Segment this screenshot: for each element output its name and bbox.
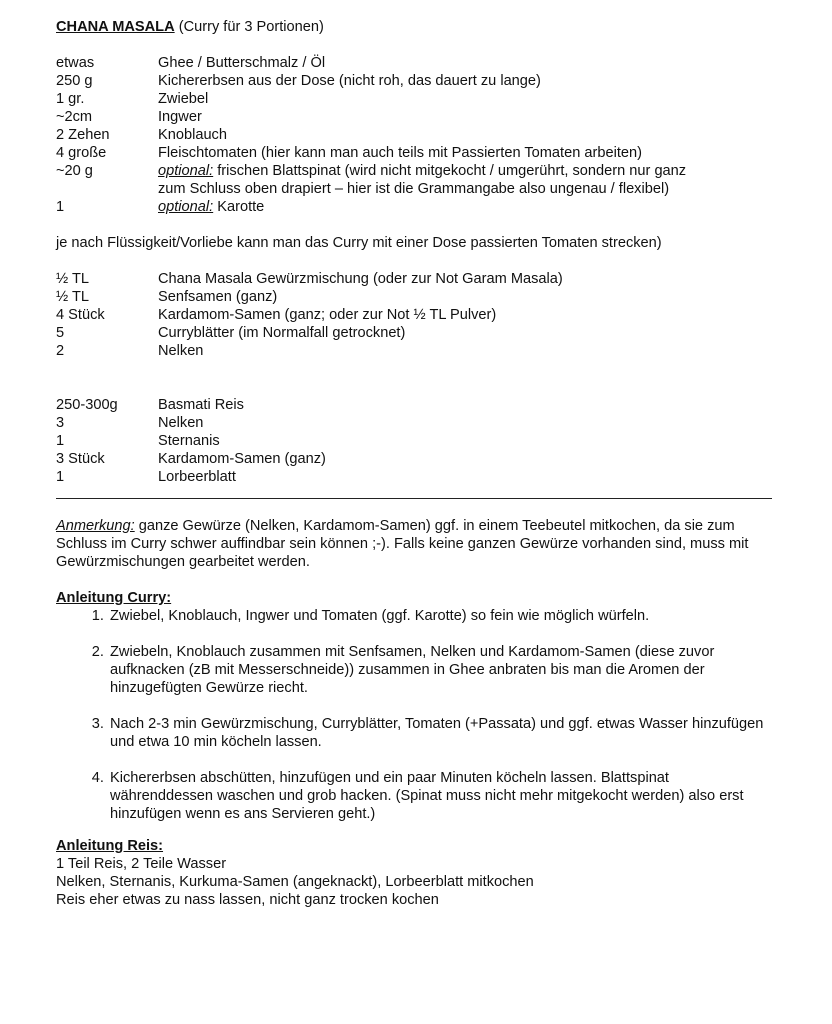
ingredient-qty: ½ TL <box>56 271 89 287</box>
ingredient-row <box>56 72 772 90</box>
ingredients-rice <box>56 396 772 486</box>
ingredient-text: Basmati Reis <box>158 397 244 413</box>
ingredient-text: Nelken <box>158 343 204 359</box>
document <box>56 18 772 909</box>
ingredient-row <box>56 144 772 162</box>
optional-label: optional: <box>158 163 214 179</box>
remark-label: Anmerkung: <box>56 518 135 534</box>
recipe-title: CHANA MASALA <box>56 19 175 35</box>
recipe-subtitle: (Curry für 3 Portionen) <box>178 19 324 35</box>
ingredient-row <box>56 90 772 108</box>
ingredient-text: Fleischtomaten (hier kann man auch teils mit Passierten Tomaten arbeiten) <box>158 145 642 161</box>
optional-label: optional: <box>158 199 214 215</box>
title-line <box>56 18 772 36</box>
ingredient-qty: 4 Stück <box>56 307 105 323</box>
ingredients-spices <box>56 270 772 360</box>
ingredient-qty: 1 gr. <box>56 91 85 107</box>
ingredients-main <box>56 54 772 216</box>
ingredient-text: Ingwer <box>158 109 202 125</box>
ingredient-text: Zwiebel <box>158 91 209 107</box>
ingredient-text: Ghee / Butterschmalz / Öl <box>158 55 326 71</box>
ingredient-row <box>56 396 772 414</box>
list-item: 1. Zwiebel, Knoblauch, Ingwer und Tomaten (ggf. Karotte) so fein wie möglich würfeln. <box>108 607 772 625</box>
ingredient-text: Senfsamen (ganz) <box>158 289 278 305</box>
ingredient-qty: 4 große <box>56 145 107 161</box>
ingredient-qty: 250-300g <box>56 397 118 413</box>
list-item: 4. Kichererbsen abschütten, hinzufügen und ein paar Minuten köcheln lassen. Blattspinat währenddessen waschen und grob hacken. (Spinat muss nicht mehr mitgekocht werden) also erst hinzufügen wenn es ans Servieren geht.) <box>108 769 772 823</box>
ingredient-row <box>56 468 772 486</box>
ingredient-row <box>56 198 772 216</box>
passata-note: je nach Flüssigkeit/Vorliebe kann man das Curry mit einer Dose passierten Tomaten strecken) <box>56 235 662 251</box>
ingredient-qty: ½ TL <box>56 289 89 305</box>
rice-heading: Anleitung Reis: <box>56 838 164 854</box>
ingredient-detail: Karotte <box>213 199 265 215</box>
ingredient-text: Lorbeerblatt <box>158 469 236 485</box>
ingredient-text <box>158 162 698 198</box>
ingredient-qty: 5 <box>56 325 65 341</box>
ingredient-row <box>56 288 772 306</box>
ingredient-row <box>56 108 772 126</box>
ingredient-text: Curryblätter (im Normalfall getrocknet) <box>158 325 406 341</box>
ingredient-qty: ~2cm <box>56 109 93 125</box>
ingredient-qty: 1 <box>56 199 65 215</box>
section-divider <box>56 498 772 499</box>
rice-line: 1 Teil Reis, 2 Teile Wasser <box>56 856 227 872</box>
ingredient-row <box>56 414 772 432</box>
ingredient-row <box>56 432 772 450</box>
rice-line: Nelken, Sternanis, Kurkuma-Samen (angeknackt), Lorbeerblatt mitkochen <box>56 874 534 890</box>
ingredient-qty: 2 Zehen <box>56 127 110 143</box>
rice-line: Reis eher etwas zu nass lassen, nicht ganz trocken kochen <box>56 892 439 908</box>
ingredient-text: Nelken <box>158 415 204 431</box>
ingredient-row <box>56 306 772 324</box>
ingredient-text: Chana Masala Gewürzmischung (oder zur Not Garam Masala) <box>158 271 563 287</box>
ingredient-qty: etwas <box>56 55 95 71</box>
ingredient-row <box>56 342 772 360</box>
ingredient-row <box>56 450 772 468</box>
remark <box>56 517 772 571</box>
ingredient-qty: 3 <box>56 415 65 431</box>
ingredient-detail: frischen Blattspinat (wird nicht mitgekocht / umgerührt, sondern nur ganz zum Schluss oben drapiert – hier ist die Grammangabe also ungenau / flexibel) <box>158 163 687 197</box>
ingredient-text: Kichererbsen aus der Dose (nicht roh, das dauert zu lange) <box>158 73 541 89</box>
ingredient-row <box>56 54 772 72</box>
curry-steps <box>56 607 772 823</box>
ingredient-text: Kardamom-Samen (ganz) <box>158 451 326 467</box>
ingredient-row <box>56 270 772 288</box>
ingredient-text: Knoblauch <box>158 127 227 143</box>
ingredient-qty: 1 <box>56 469 65 485</box>
ingredient-text <box>158 198 772 216</box>
remark-text: ganze Gewürze (Nelken, Kardamom-Samen) ggf. in einem Teebeutel mitkochen, da sie zum Schluss im Curry schwer auffindbar sein können ;-). Falls keine ganzen Gewürze vorhanden sind, muss mit Gewürzmischungen gearbeitet werden. <box>56 518 749 570</box>
curry-heading: Anleitung Curry: <box>56 590 172 606</box>
list-item: 2. Zwiebeln, Knoblauch zusammen mit Senfsamen, Nelken und Kardamom-Samen (diese zuvor aufknacken (zB mit Messerschneide)) zusammen in Ghee anbraten bis man die Aromen der hinzugefügten Gewürze riecht. <box>108 643 772 697</box>
ingredient-text: Sternanis <box>158 433 220 449</box>
ingredient-qty: 3 Stück <box>56 451 105 467</box>
ingredient-qty: ~20 g <box>56 163 93 179</box>
ingredient-qty: 2 <box>56 343 65 359</box>
ingredient-row <box>56 162 772 198</box>
ingredient-row <box>56 324 772 342</box>
ingredient-qty: 250 g <box>56 73 93 89</box>
ingredient-row <box>56 126 772 144</box>
ingredient-text: Kardamom-Samen (ganz; oder zur Not ½ TL Pulver) <box>158 307 497 323</box>
ingredient-qty: 1 <box>56 433 65 449</box>
list-item: 3. Nach 2-3 min Gewürzmischung, Curryblätter, Tomaten (+Passata) und ggf. etwas Wasser hinzufügen und etwa 10 min köcheln lassen. <box>108 715 772 751</box>
